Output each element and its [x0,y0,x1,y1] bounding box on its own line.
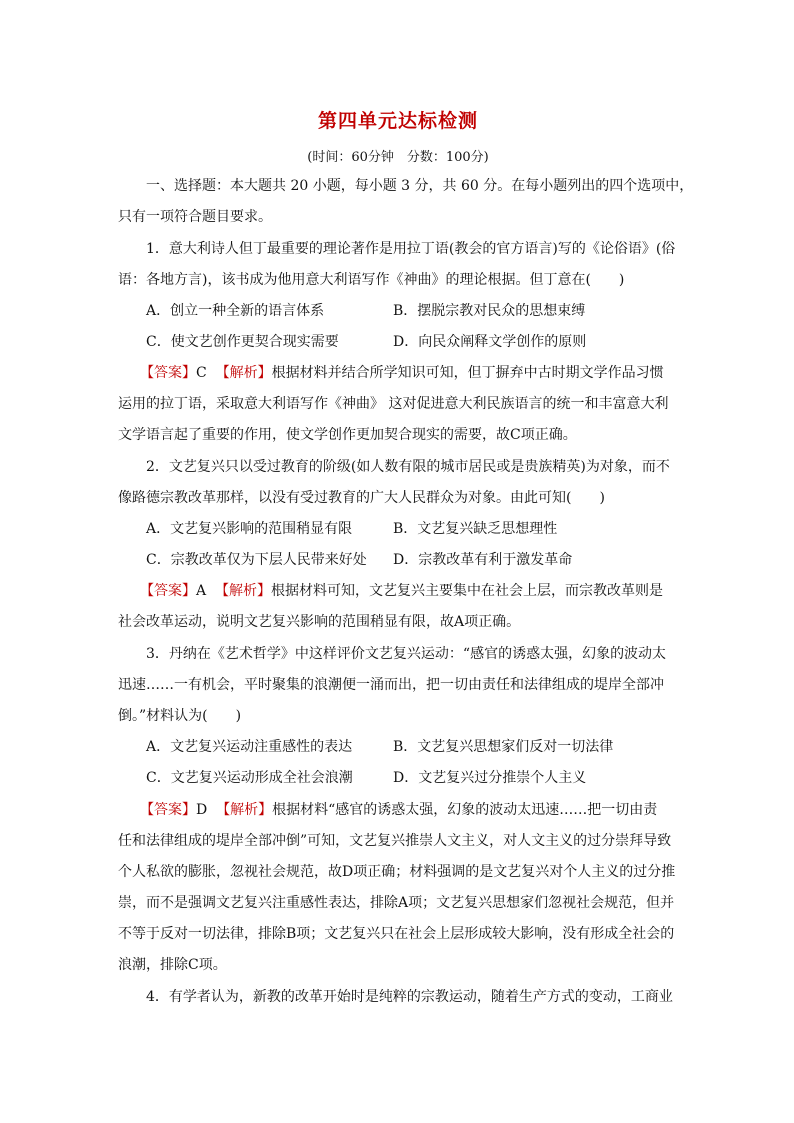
answer-value: C [196,365,207,381]
question-1-option-d: D．向民众阐释文学创作的原则 [393,334,587,350]
analysis-text: 根据材料可知，文艺复兴主要集中在社会上层，而宗教改革则是 [271,583,664,599]
question-2-answer [140,581,663,601]
question-1-stem: 1．意大利诗人但丁最重要的理论著作是用拉丁语(教会的官方语言)写的《论俗语》(俗 [146,241,676,257]
analysis-text: 根据材料“感官的诱惑太强，幻象的波动太迅速……把一切由责 [272,802,658,818]
analysis-tag: 【解析】 [215,583,272,599]
question-3-stem: 倒。”材料认为( ) [118,708,242,724]
section-intro-line: 一、选择题：本大题共 20 小题，每小题 3 分，共 60 分。在每小题列出的四个选项中， [146,178,694,194]
question-2-option-a: A．文艺复兴影响的范围稍显有限 [146,521,353,537]
question-1-stem: 语：各地方言)，该书成为他用意大利语写作《神曲》的理论根据。但丁意在( ) [118,272,625,288]
question-2-option-b: B．文艺复兴缺乏思想理性 [393,521,558,537]
analysis-tag: 【解析】 [215,365,272,381]
question-1-analysis: 文学语言起了重要的作用，使文学创作更加契合现实的需要，故C项正确。 [118,427,577,443]
question-3-option-c: C．文艺复兴运动形成全社会浪潮 [146,770,353,786]
answer-tag: 【答案】 [140,365,196,381]
question-3-analysis: 崇，而不是强调文艺复兴注重感性表达，排除A项；文艺复兴思想家们忽视社会规范，但并 [118,895,675,911]
question-1-option-c: C．使文艺创作更契合现实需要 [146,334,339,350]
question-3-stem: 3．丹纳在《艺术哲学》中这样评价文艺复兴运动：“感官的诱惑太强，幻象的波动太 [146,646,667,662]
question-2-option-d: D．宗教改革有利于激发革命 [393,552,573,568]
question-1-option-a: A．创立一种全新的语言体系 [146,303,325,319]
question-3-stem: 迅速……一有机会，平时聚集的浪潮便一涌而出，把一切由责任和法律组成的堤岸全部冲 [118,677,664,693]
section-intro-line: 只有一项符合题目要求。 [118,209,272,225]
page-title: 第四单元达标检测 [317,110,478,132]
question-2-stem: 2．文艺复兴只以受过教育的阶级(如人数有限的城市居民或是贵族精英)为对象，而不 [146,459,670,475]
question-3-option-a: A．文艺复兴运动注重感性的表达 [146,739,353,755]
question-1-option-b: B．摆脱宗教对民众的思想束缚 [393,303,586,319]
question-3-analysis: 任和法律组成的堤岸全部冲倒”可知，文艺复兴推崇人文主义，对人文主义的过分崇拜导致 [118,833,672,849]
question-3-answer [140,800,657,820]
question-4-stem: 4．有学者认为，新教的改革开始时是纯粹的宗教运动，随着生产方式的变动，工商业 [146,989,673,1005]
exam-info: (时间：60分钟 分数：100分) [307,150,489,165]
question-3-option-d: D．文艺复兴过分推崇个人主义 [393,770,587,786]
question-3-analysis: 浪潮，排除C项。 [118,957,227,973]
question-2-option-c: C．宗教改革仅为下层人民带来好处 [146,552,367,568]
question-3-option-b: B．文艺复兴思想家们反对一切法律 [393,739,614,755]
question-1-answer [140,363,664,383]
answer-tag: 【答案】 [140,583,196,599]
question-2-analysis: 社会改革运动，说明文艺复兴影响的范围稍显有限，故A项正确。 [118,614,521,630]
answer-tag: 【答案】 [140,802,196,818]
analysis-text: 根据材料并结合所学知识可知，但丁摒弃中古时期文学作品习惯 [271,365,664,381]
answer-value: D [196,802,208,818]
analysis-tag: 【解析】 [216,802,273,818]
question-1-analysis: 运用的拉丁语，采取意大利语写作《神曲》 这对促进意大利民族语言的统一和丰富意大利 [118,396,669,412]
question-2-stem: 像路德宗教改革那样，以没有受过教育的广大人民群众为对象。由此可知( ) [118,490,605,506]
answer-value: A [196,583,207,599]
question-3-analysis: 不等于反对一切法律，排除B项；文艺复兴只在社会上层形成较大影响，没有形成全社会的 [118,926,675,942]
question-3-analysis: 个人私欲的膨胀，忽视社会规范，故D项正确；材料强调的是文艺复兴对个人主义的过分推 [118,864,676,880]
